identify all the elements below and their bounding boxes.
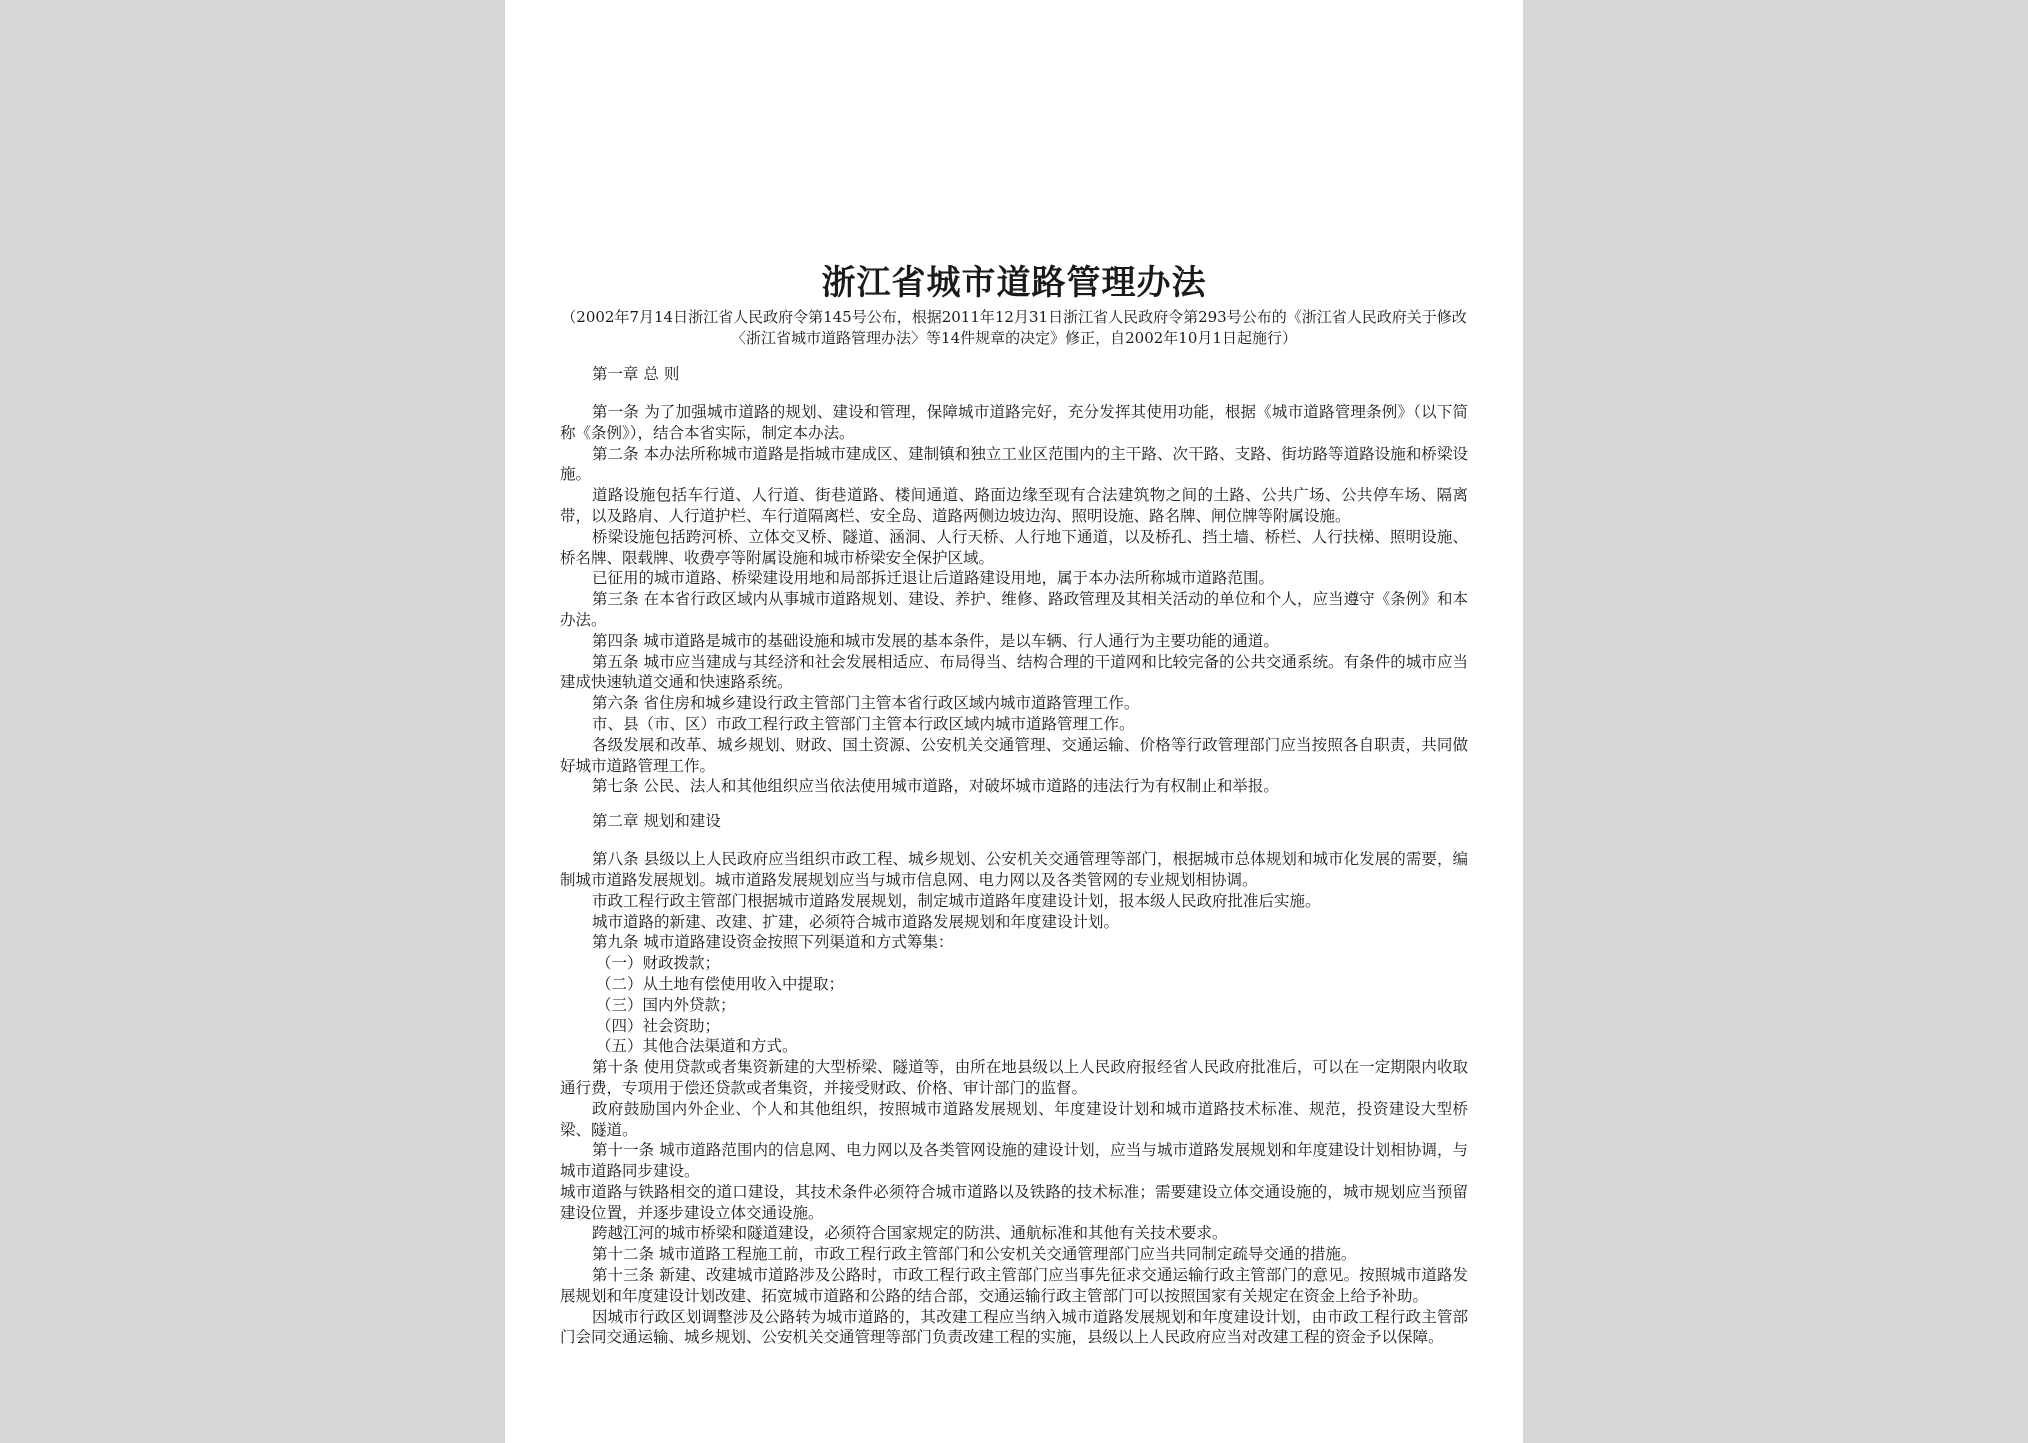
document-page — [505, 0, 1523, 1443]
paragraph: 第四条 城市道路是城市的基础设施和城市发展的基本条件，是以车辆、行人通行为主要功能的通道。 — [592, 631, 1279, 650]
paragraph: 跨越江河的城市桥梁和隧道建设，必须符合国家规定的防洪、通航标准和其他有关技术要求。 — [592, 1224, 1228, 1243]
paragraph: 第八条 县级以上人民政府应当组织市政工程、城乡规划、公安机关交通管理等部门，根据城市总体规划和城市化发展的需要，编制城市道路发展规划。城市道路发展规划应当与城市信息网、电力网以及各类管网的专业规划相协调。 — [560, 850, 1468, 889]
paragraph: 第二条 本办法所称城市道路是指城市建成区、建制镇和独立工业区范围内的主干路、次干路、支路、街坊路等道路设施和桥梁设施。 — [560, 444, 1468, 484]
paragraph: 已征用的城市道路、桥梁建设用地和局部拆迁退让后道路建设用地，属于本办法所称城市道路范围。 — [592, 569, 1275, 588]
paragraph: 桥梁设施包括跨河桥、立体交叉桥、隧道、涵洞、人行天桥、人行地下通道，以及桥孔、挡土墙、桥栏、人行扶梯、照明设施、桥名牌、限载牌、收费亭等附属设施和城市桥梁安全保护区域。 — [560, 527, 1468, 567]
list-item: （四）社会资助； — [596, 1016, 721, 1035]
paragraph: 市、县（市、区）市政工程行政主管部门主管本行政区域内城市道路管理工作。 — [592, 714, 1135, 733]
list-item: （五）其他合法渠道和方式。 — [596, 1037, 798, 1056]
spacer — [560, 797, 1468, 805]
document-content — [560, 263, 1468, 1348]
chapter-1-body — [560, 402, 1468, 797]
paragraph: 第十二条 城市道路工程施工前，市政工程行政主管部门和公安机关交通管理部门应当共同制定疏导交通的措施。 — [592, 1245, 1357, 1264]
chapter-heading: 第二章 规划和建设 — [592, 812, 721, 831]
paragraph: 第十三条 新建、改建城市道路涉及公路时，市政工程行政主管部门应当事先征求交通运输行政主管部门的意见。按照城市道路发展规划和年度建设计划改建、拓宽城市道路和公路的结合部，交通运输行政主管部门可以按照国家有关规定在资金上给予补助。 — [560, 1266, 1468, 1305]
paragraph: 第七条 公民、法人和其他组织应当依法使用城市道路，对破坏城市道路的违法行为有权制止和举报。 — [592, 777, 1279, 796]
paragraph: 城市道路与铁路相交的道口建设，其技术条件必须符合城市道路以及铁路的技术标准；需要建设立体交通设施的，城市规划应当预留建设位置，并逐步建设立体交通设施。 — [560, 1182, 1468, 1222]
list-item: （二）从土地有偿使用收入中提取； — [596, 974, 845, 993]
paragraph: 因城市行政区划调整涉及公路转为城市道路的，其改建工程应当纳入城市道路发展规划和年度建设计划，由市政工程行政主管部门会同交通运输、城乡规划、公安机关交通管理等部门负责改建工程的实施，县级以上人民政府应当对改建工程的资金予以保障。 — [560, 1307, 1468, 1347]
paragraph: 政府鼓励国内外企业、个人和其他组织，按照城市道路发展规划、年度建设计划和城市道路技术标准、规范，投资建设大型桥梁、隧道。 — [560, 1099, 1468, 1139]
paragraph: 第十一条 城市道路范围内的信息网、电力网以及各类管网设施的建设计划，应当与城市道路发展规划和年度建设计划相协调，与城市道路同步建设。 — [560, 1141, 1468, 1181]
paragraph: 各级发展和改革、城乡规划、财政、国土资源、公安机关交通管理、交通运输、价格等行政管理部门应当按照各自职责，共同做好城市道路管理工作。 — [560, 735, 1468, 775]
document-title: 浙江省城市道路管理办法 — [821, 263, 1207, 303]
list-item: （一）财政拨款； — [596, 954, 721, 973]
chapter-2-body — [560, 849, 1468, 1348]
paragraph: 市政工程行政主管部门根据城市道路发展规划，制定城市道路年度建设计划，报本级人民政府批准后实施。 — [592, 891, 1321, 910]
paragraph: 第九条 城市道路建设资金按照下列渠道和方式筹集： — [592, 933, 954, 952]
chapter-heading: 第一章 总 则 — [592, 365, 680, 383]
paragraph: 城市道路的新建、改建、扩建，必须符合城市道路发展规划和年度建设计划。 — [592, 912, 1120, 931]
paragraph: 第五条 城市应当建成与其经济和社会发展相适应、布局得当、结构合理的干道网和比较完备的公共交通系统。有条件的城市应当建成快速轨道交通和快速路系统。 — [560, 652, 1468, 692]
paragraph: 第六条 省住房和城乡建设行政主管部门主管本省行政区域内城市道路管理工作。 — [592, 694, 1140, 713]
paragraph: 第十条 使用贷款或者集资新建的大型桥梁、隧道等，由所在地县级以上人民政府报经省人民政府批准后，可以在一定期限内收取通行费，专项用于偿还贷款或者集资，并接受财政、价格、审计部门的监督。 — [560, 1058, 1468, 1097]
list-item: （三）国内外贷款； — [596, 995, 736, 1014]
paragraph: 第三条 在本省行政区域内从事城市道路规划、建设、养护、维修、路政管理及其相关活动的单位和个人，应当遵守《条例》和本办法。 — [560, 590, 1468, 629]
document-subtitle: （2002年7月14日浙江省人民政府令第145号公布，根据2011年12月31日浙江省人民政府令第293号公布的《浙江省人民政府关于修改〈浙江省城市道路管理办法〉等14件规章的决定》修正，自2002年10月1日起施行） — [561, 308, 1467, 347]
paragraph: 第一条 为了加强城市道路的规划、建设和管理，保障城市道路完好，充分发挥其使用功能，根据《城市道路管理条例》（以下简称《条例》），结合本省实际，制定本办法。 — [560, 403, 1468, 442]
paragraph: 道路设施包括车行道、人行道、街巷道路、楼间通道、路面边缘至现有合法建筑物之间的土路、公共广场、公共停车场、隔离带，以及路肩、人行道护栏、车行道隔离栏、安全岛、道路两侧边坡边沟、照明设施、路名牌、闸位牌等附属设施。 — [560, 486, 1468, 525]
